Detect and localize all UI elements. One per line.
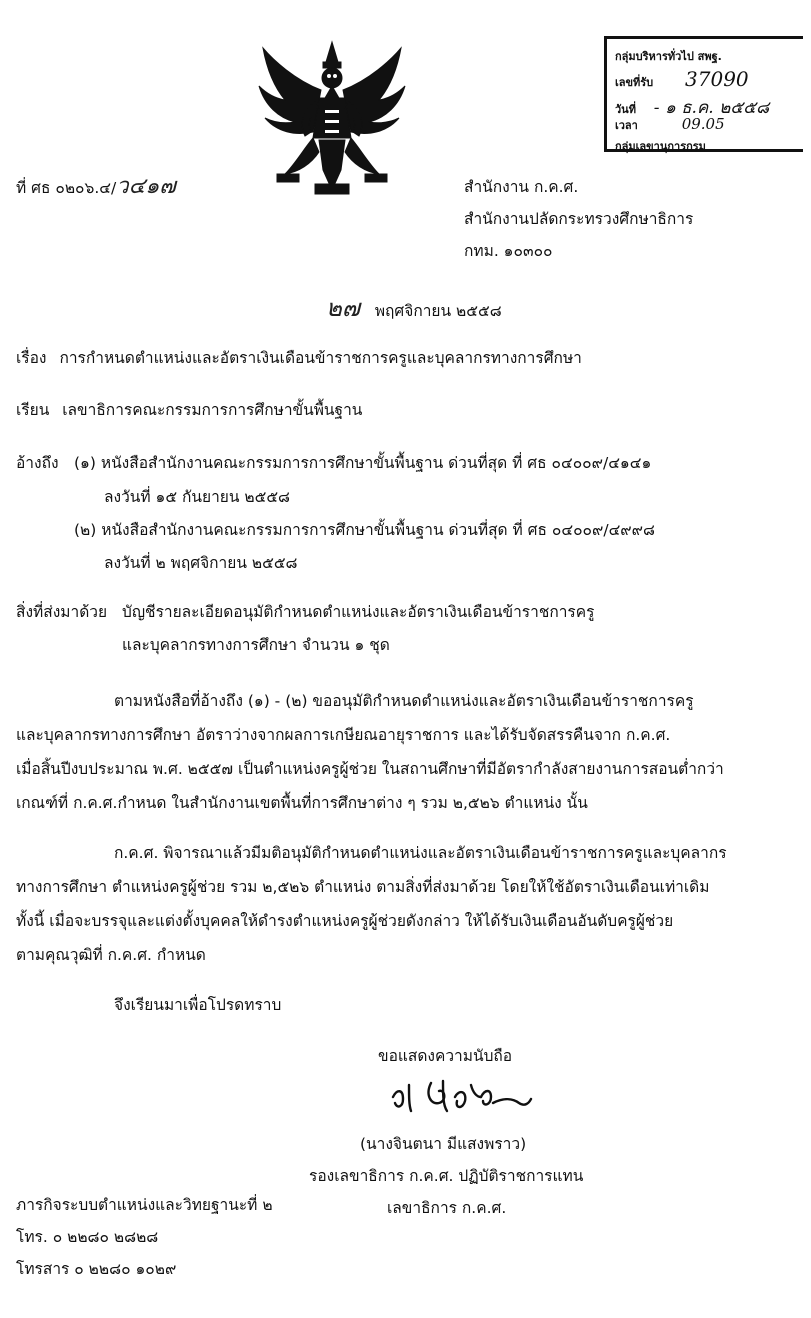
garuda-emblem-icon: [255, 40, 410, 198]
reference-1-date: ลงวันที่ ๑๕ กันยายน ๒๕๕๘: [104, 488, 291, 506]
reference-number: [16, 168, 176, 203]
stamp-time-label: เวลา: [615, 119, 638, 132]
date-month-year: พฤศจิกายน ๒๕๕๘: [374, 302, 502, 320]
body1-line-4: เกณฑ์ที่ ก.ค.ศ.กำหนด ในสำนักงานเขตพื้นที่การศึกษาต่าง ๆ รวม ๒,๕๒๖ ตำแหน่ง นั้น: [16, 794, 588, 812]
references-label: อ้างถึง: [16, 454, 59, 472]
enclosure-line-1: บัญชีรายละเอียดอนุมัติกำหนดตำแหน่งและอัตราเงินเดือนข้าราชการครู: [122, 603, 595, 621]
closing-line: จึงเรียนมาเพื่อโปรดทราบ: [114, 996, 282, 1014]
reference-number-printed: ที่ ศธ ๐๒๐๖.๔/: [16, 179, 117, 197]
enclosure-line-2: และบุคลากรทางการศึกษา จำนวน ๑ ชุด: [122, 636, 390, 654]
contact-fax: โทรสาร ๐ ๒๒๘๐ ๑๐๒๙: [16, 1260, 177, 1278]
body1-line-3: เมื่อสิ้นปีงบประมาณ พ.ศ. ๒๕๕๗ เป็นตำแหน่งครูผู้ช่วย ในสถานศึกษาที่มีอัตรากำลังสายงานการสอนต่ำกว่า: [16, 760, 724, 778]
stamp-date-label: วันที่: [615, 103, 636, 116]
reference-2-date: ลงวันที่ ๒ พฤศจิกายน ๒๕๕๘: [104, 554, 298, 572]
contact-unit: ภารกิจระบบตำแหน่งและวิทยฐานะที่ ๒: [16, 1196, 273, 1214]
body2-line-2: ทางการศึกษา ตำแหน่งครูผู้ช่วย รวม ๒,๕๒๖ ตำแหน่ง ตามสิ่งที่ส่งมาด้วย โดยให้ใช้อัตราเงินเดือนเท่าเดิม: [16, 878, 710, 896]
body2-line-3: ทั้งนี้ เมื่อจะบรรจุและแต่งตั้งบุคคลให้ดำรงตำแหน่งครูผู้ช่วยดังกล่าว ให้ได้รับเงินเดือนอันดับครูผู้ช่วย: [16, 912, 674, 930]
stamp-title: กลุ่มบริหารทั่วไป สพฐ.: [615, 50, 722, 63]
addressee-line: [16, 397, 362, 422]
addressee-text: เลขาธิการคณะกรรมการการศึกษาขั้นพื้นฐาน: [62, 401, 363, 419]
document-date: [326, 288, 502, 327]
sender-line-2: สำนักงานปลัดกระทรวงศึกษาธิการ: [464, 210, 694, 228]
subject-text: การกำหนดตำแหน่งและอัตราเงินเดือนข้าราชการครูและบุคลากรทางการศึกษา: [59, 349, 582, 367]
subject-label: เรื่อง: [16, 349, 47, 367]
signer-name: (นางจินตนา มีแสงพราว): [360, 1135, 527, 1153]
reference-number-handwritten: ว๔๑๗: [116, 174, 176, 199]
body1-line-2: และบุคลากรทางการศึกษา อัตราว่างจากผลการเกษียณอายุราชการ และได้รับจัดสรรคืนจาก ก.ค.ศ.: [16, 726, 671, 744]
regards-line: ขอแสดงความนับถือ: [378, 1047, 513, 1065]
stamp-rcv-no: 37090: [685, 67, 749, 91]
stamp-unit: กลุ่มเลขานุการกรม: [615, 140, 706, 153]
addressee-label: เรียน: [16, 401, 50, 419]
signer-title-2: เลขาธิการ ก.ค.ศ.: [387, 1199, 507, 1217]
body2-line-4: ตามคุณวุฒิที่ ก.ค.ศ. กำหนด: [16, 946, 206, 964]
body1-line-1: ตามหนังสือที่อ้างถึง (๑) - (๒) ขออนุมัติกำหนดตำแหน่งและอัตราเงินเดือนข้าราชการครู: [114, 692, 694, 710]
reference-1: (๑) หนังสือสำนักงานคณะกรรมการการศึกษาขั้นพื้นฐาน ด่วนที่สุด ที่ ศธ ๐๔๐๐๙/๔๑๔๑: [74, 454, 652, 472]
subject-line: [16, 345, 582, 370]
enclosure-label: สิ่งที่ส่งมาด้วย: [16, 603, 108, 621]
stamp-time-value: 09.05: [681, 115, 725, 133]
signature-icon: [385, 1075, 545, 1125]
stamp-date-value: - ๑ ธ.ค. ๒๕๕๘: [653, 98, 770, 118]
sender-line-1: สำนักงาน ก.ค.ศ.: [464, 178, 579, 196]
date-day: ๒๗: [326, 294, 360, 322]
signer-title-1: รองเลขาธิการ ก.ค.ศ. ปฏิบัติราชการแทน: [309, 1167, 584, 1185]
reference-2: (๒) หนังสือสำนักงานคณะกรรมการการศึกษาขั้นพื้นฐาน ด่วนที่สุด ที่ ศธ ๐๔๐๐๙/๔๙๙๘: [74, 521, 655, 539]
stamp-rcv-label: เลขที่รับ: [615, 76, 654, 89]
receiving-stamp: [604, 36, 803, 152]
body2-line-1: ก.ค.ศ. พิจารณาแล้วมีมติอนุมัติกำหนดตำแหน่งและอัตราเงินเดือนข้าราชการครูและบุคลากร: [114, 844, 727, 862]
contact-tel: โทร. ๐ ๒๒๘๐ ๒๘๒๘: [16, 1228, 159, 1246]
sender-line-3: กทม. ๑๐๓๐๐: [464, 242, 553, 260]
